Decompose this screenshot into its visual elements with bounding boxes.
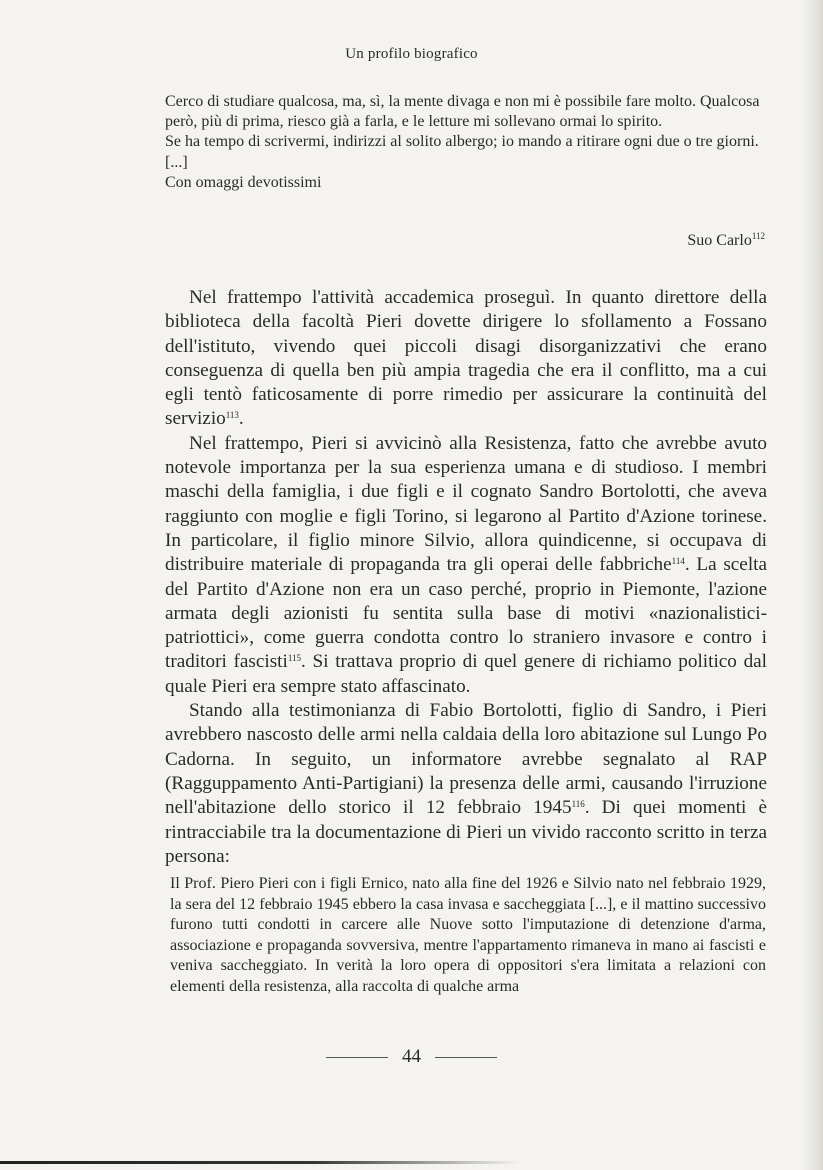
body-text-span: . xyxy=(238,408,244,430)
body-text-span: Nel frattempo, Pieri si avvicinò alla Resistenza, fatto che avrebbe avuto notevole importanza per la sua esperienza umana e di studioso. I membri maschi della famiglia, i due figli e il cognato Sandro Bortolotti, che aveva raggiunto con moglie e figli Torino, si legarono al Partito d'Azione torinese. In particolare, il figlio minore Silvio, allora quindicenne, si occupava di distribuire materiale di propaganda tra gli operai delle fabbriche xyxy=(165,432,767,576)
body-text-span: Nel frattempo l'attività accademica proseguì. In quanto direttore della biblioteca della facoltà Pieri dovette dirigere lo sfollamento a Fossano dell'istituto, vivendo quei piccoli disagi disorganizzativi che erano conseguenza di quella ben più ampia tragedia che era il conflitto, ma a cui egli tentò faticosamente di porre rimedio per assicurare la continuità del servizio xyxy=(165,287,767,430)
page-number-text: 44 xyxy=(402,1046,421,1067)
folio-dash-right xyxy=(435,1057,497,1058)
letter-closing: Con omaggi devotissimi xyxy=(165,173,322,191)
footnote-ref: 116 xyxy=(571,799,585,810)
quote-text: Il Prof. Piero Pieri con i figli Ernico, nato alla fine del 1926 e Silvio nato nel febbraio 1929, la sera del 12 febbraio 1945 ebbero la casa invasa e saccheggiata [...], e il mattino successivo furono tutti condotti in carcere alle Nuove sotto l'imputazione di detenzione d'arma, associazione e propaganda sovversiva, mentre l'appartamento rimaneva in mano ai fascisti e veniva saccheggiato. In verità la loro opera di oppositori s'era limitata a relazioni con elementi della resistenza, alla raccolta di qualche arma xyxy=(170,875,766,995)
page-number xyxy=(0,1046,823,1068)
scan-bottom-rule xyxy=(0,1161,520,1164)
body-text-span: Stando alla testimonianza di Fabio Bortolotti, figlio di Sandro, i Pieri avrebbero nascosto delle armi nella caldaia della loro abitazione sul Lungo Po Cadorna. In seguito, un informatore avrebbe segnalato al RAP (Ragguppamento Anti-Partigiani) la presenza delle armi, causando l'irruzione nell'abitazione dello storico il 12 febbraio 1945 xyxy=(165,700,767,819)
body-text-span: . Si trattava proprio di quel genere di richiamo politico dal quale Pieri era sempre stato affascinato. xyxy=(165,651,768,697)
signature-text: Suo Carlo xyxy=(687,232,752,249)
body-paragraph xyxy=(165,432,767,699)
letter-excerpt xyxy=(165,92,765,193)
footnote-ref: 114 xyxy=(671,556,685,567)
letter-signature xyxy=(165,232,765,250)
footnote-ref: 113 xyxy=(225,410,239,421)
folio-dash-left xyxy=(326,1057,388,1058)
body-paragraph xyxy=(165,699,767,869)
body-text-span: . Di quei momenti è rintracciabile tra la documentazione di Pieri un vivido racconto scritto in terza persona: xyxy=(165,797,767,867)
letter-paragraph: Cerco di studiare qualcosa, ma, sì, la mente divaga e non mi è possibile fare molto. Qualcosa però, più di prima, riesco già a farla, e le letture mi sollevano ormai lo spirito. xyxy=(165,93,760,131)
body-text-span: . La scelta del Partito d'Azione non era un caso perché, proprio in Piemonte, l'azione armata degli azionisti fu sentita sulla base di motivi «nazionalistici-patriottici», come guerra condotta contro lo straniero invasore e contro i traditori fascisti xyxy=(165,554,767,673)
body-paragraph xyxy=(165,286,767,432)
scan-page-edge xyxy=(801,0,823,1170)
letter-paragraph: Se ha tempo di scrivermi, indirizzi al solito albergo; io mando a ritirare ogni due o tre giorni. [...] xyxy=(165,133,759,171)
footnote-ref: 115 xyxy=(287,653,302,664)
body-text xyxy=(165,286,767,869)
footnote-ref: 112 xyxy=(751,231,765,241)
running-head: Un profilo biografico xyxy=(345,46,478,62)
block-quote xyxy=(170,874,766,997)
